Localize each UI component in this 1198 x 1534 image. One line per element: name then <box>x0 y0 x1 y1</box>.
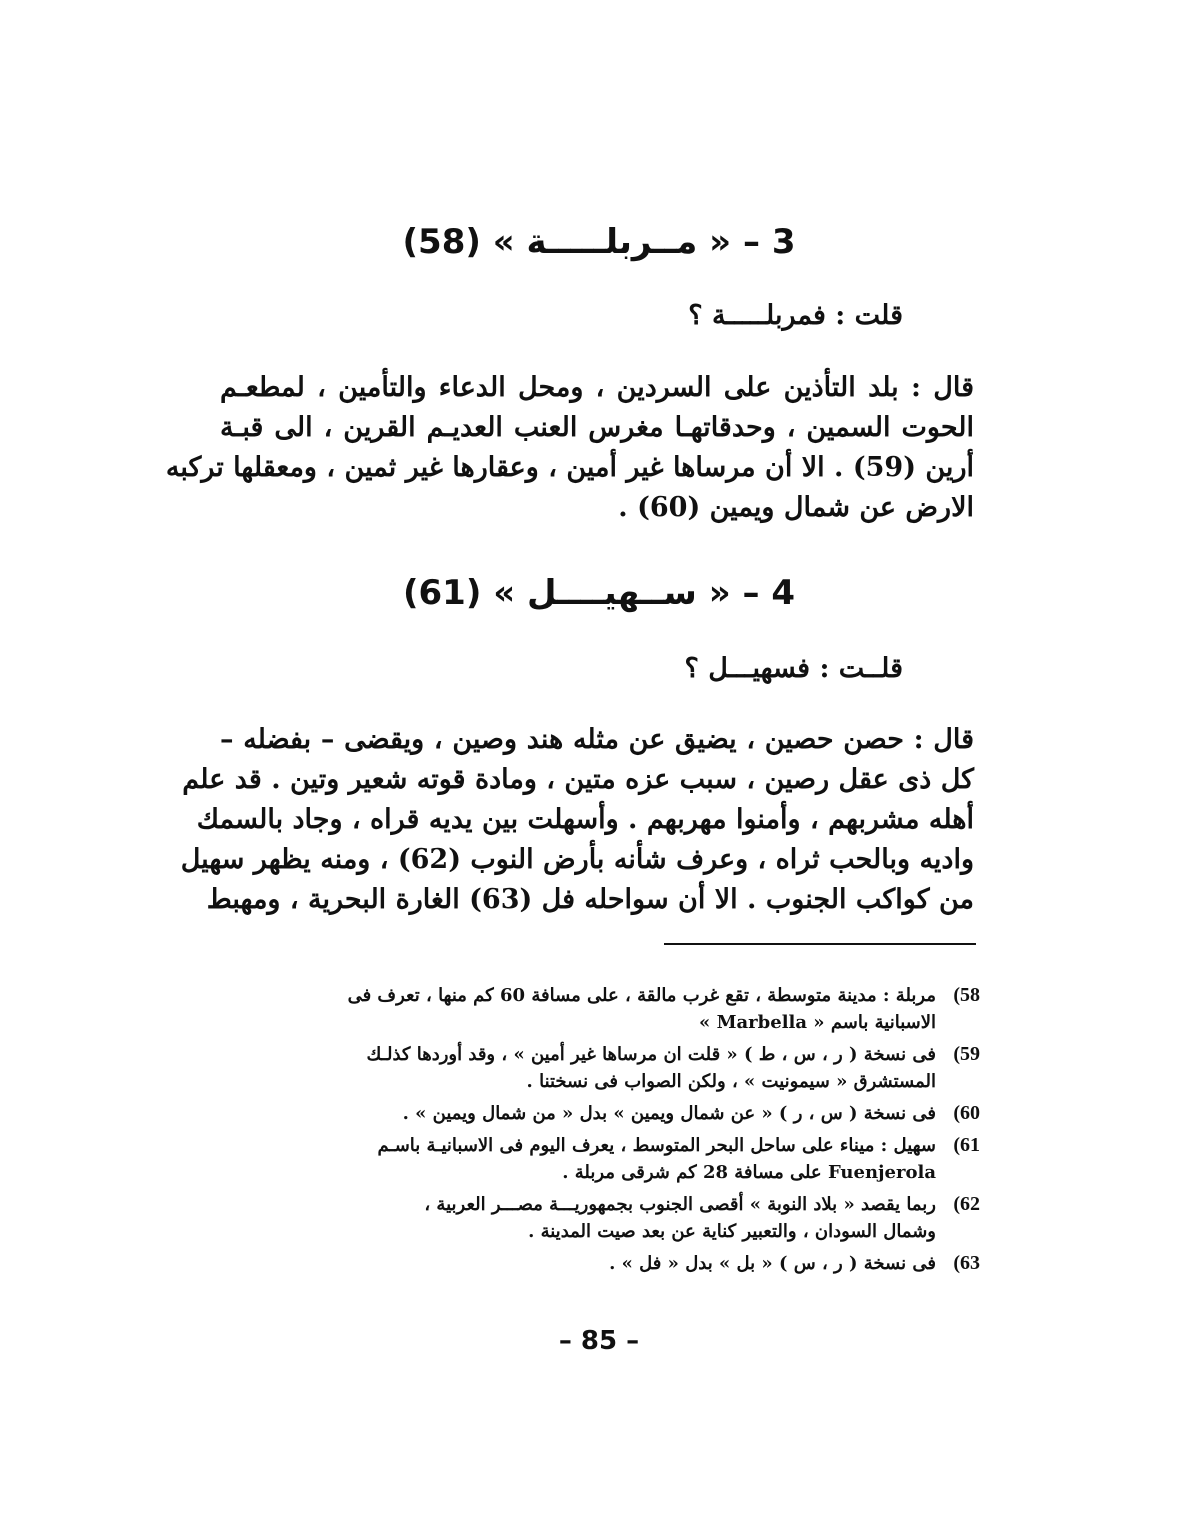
question-suhail: قلــت : فسهيـــل ؟ <box>684 653 903 684</box>
footnote-line: فى نسخة ( س ، ر ) « عن شمال ويمين » بدل « من شمال ويمين » . <box>402 1103 936 1124</box>
footnote-line: المستشرق « سيمونيت » ، ولكن الصواب فى نسختنا . <box>526 1071 936 1092</box>
footnote-line: الاسبانية باسم « Marbella » <box>699 1012 936 1033</box>
footnote-61 <box>228 1132 980 1186</box>
section-heading-suhail: 4 – « ســهيــــل » (61) <box>402 573 796 613</box>
footnote-line: وشمال السودان ، والتعبير كناية عن بعد صيت المدينة . <box>528 1221 936 1242</box>
footnote-63 <box>228 1250 980 1277</box>
paragraph-line: قال : حصن حصين ، يضيق عن مثله هند وصين ، ويقضى – بفضله – <box>220 724 974 755</box>
paragraph-line: الحوت السمين ، وحدقاتهـا مغرس العنب العديـم القرين ، الى قبـة <box>220 412 974 443</box>
page-number: – 85 – <box>558 1326 640 1356</box>
footnote-62 <box>228 1191 980 1245</box>
footnote-59 <box>228 1041 980 1095</box>
footnote-line: فى نسخة ( ر ، س ) « بل » بدل « فل » . <box>609 1253 936 1274</box>
footnote-number: 62) <box>953 1193 980 1215</box>
footnote-line: فى نسخة ( ر ، س ، ط ) « قلت ان مرساها غير أمين » ، وقد أوردها كذلـك <box>366 1044 936 1065</box>
paragraph-line: واديه وبالحب ثراه ، وعرف شأنه بأرض النوب (62) ، ومنه يظهر سهيل <box>180 844 974 875</box>
footnote-divider <box>664 943 976 945</box>
paragraph-line: أرين (59) . الا أن مرساها غير أمين ، وعقارها غير ثمين ، ومعقلها تركبه <box>165 452 974 483</box>
paragraph-marbella <box>165 368 974 528</box>
question-marbella: قلت : فمربلـــــة ؟ <box>688 300 903 331</box>
footnote-line: ربما يقصد « بلاد النوبة » أقصى الجنوب بجمهوريـــة مصـــر العربية ، <box>424 1194 936 1215</box>
footnote-60 <box>228 1100 980 1127</box>
paragraph-line: قال : بلد التأذين على السردين ، ومحل الدعاء والتأمين ، لمطعـم <box>220 372 974 403</box>
paragraph-line: الارض عن شمال ويمين (60) . <box>618 492 974 523</box>
paragraph-line: أهله مشربهم ، وأمنوا مهربهم . وأسهلت بين يديه قراه ، وجاد بالسمك <box>196 804 974 835</box>
paragraph-suhail <box>180 720 974 920</box>
footnote-number: 61) <box>953 1134 980 1156</box>
footnote-line: Fuenjerola على مسافة 28 كم شرقى مربلة . <box>562 1162 936 1183</box>
footnotes <box>228 982 980 1282</box>
section-heading-marbella: 3 – « مــربلـــــة » (58) <box>402 222 796 262</box>
footnote-line: سهيل : ميناء على ساحل البحر المتوسط ، يعرف اليوم فى الاسبانيـة باسـم <box>377 1135 936 1156</box>
footnote-line: مربلة : مدينة متوسطة ، تقع غرب مالقة ، على مسافة 60 كم منها ، تعرف فى <box>347 985 936 1006</box>
footnote-number: 59) <box>953 1043 980 1065</box>
paragraph-line: من كواكب الجنوب . الا أن سواحله فل (63) الغارة البحرية ، ومهبط <box>206 884 974 915</box>
footnote-number: 63) <box>953 1252 980 1274</box>
footnote-number: 58) <box>953 984 980 1006</box>
footnote-58 <box>228 982 980 1036</box>
footnote-number: 60) <box>953 1102 980 1124</box>
paragraph-line: كل ذى عقل رصين ، سبب عزه متين ، ومادة قوته شعير وتين . قد علم <box>182 764 974 795</box>
